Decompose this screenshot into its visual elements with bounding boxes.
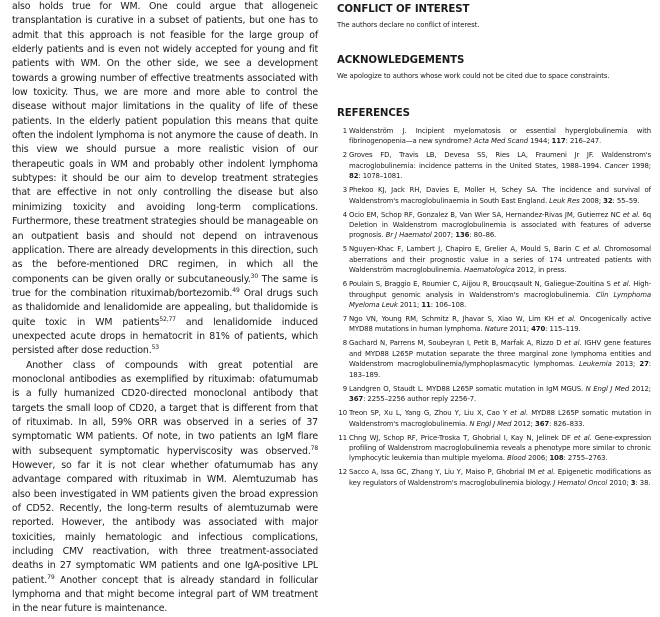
reference-authors: Landgren O, Staudt L. MYD88 L265P somatic mutation in IgM MGUS. <box>349 384 584 393</box>
reference-pages: : 183–189. <box>349 360 652 379</box>
reference-et-al: et al. <box>573 433 592 442</box>
reference-authors: Phekoo KJ, Jack RH, Davies E, Moller H, Schey SA. The incidence and survival of Waldenstrom's macroglobulinaemia in South East England. <box>349 186 651 205</box>
reference-authors: Nguyen-Khac F, Lambert J, Chapiro E, Grelier A, Mould S, Barin C <box>349 245 580 254</box>
reference-year: 2010; <box>609 478 629 487</box>
reference-et-al: et al. <box>557 315 576 324</box>
conflict-of-interest-heading: CONFLICT OF INTEREST <box>337 4 470 15</box>
reference-et-al: et al. <box>622 210 640 219</box>
reference-number: 11 <box>338 433 347 442</box>
reference-item <box>337 314 651 335</box>
reference-item <box>337 467 651 488</box>
reference-item <box>337 244 651 275</box>
reference-title: Epigenetic modifications as key regulators of Waldenstrom's macroglobulinemia biology. <box>349 468 651 487</box>
reference-journal: Haematologica <box>464 266 515 275</box>
citation-superscript[interactable]: 52,77 <box>159 315 176 323</box>
reference-journal: Clin Lymphoma Myeloma Leuk <box>349 290 651 310</box>
reference-volume: 82 <box>349 172 359 181</box>
reference-title: High-throughput genomic analysis in Waldenstrom's macroglobulinemia. <box>349 280 652 299</box>
reference-volume: 11 <box>421 301 431 310</box>
reference-year: 2012, in press. <box>516 266 567 275</box>
reference-journal: N Engl J Med <box>469 419 512 428</box>
reference-year: 1998; <box>631 161 651 170</box>
citation-superscript[interactable]: 30 <box>250 272 258 280</box>
reference-year: 2011; <box>509 325 529 334</box>
reference-et-al: et al. <box>537 468 556 477</box>
reference-item <box>337 433 651 464</box>
reference-item <box>337 150 651 181</box>
reference-item <box>337 210 651 241</box>
reference-pages: : 80–86. <box>469 231 497 240</box>
reference-journal: Br J Haematol <box>385 231 432 240</box>
reference-title: IGHV gene features and MYD88 L265P mutation separate the three marginal zone lymphoma entities and Waldenstrom macroglobulinemia/lymphoplasmacytic lymphomas. <box>349 339 652 369</box>
reference-year: 2006; <box>527 454 548 463</box>
reference-volume: 367 <box>535 419 550 428</box>
reference-volume: 117 <box>551 137 566 146</box>
reference-pages: : 826–833. <box>549 419 585 428</box>
reference-volume: 3 <box>630 478 636 487</box>
citation-superscript[interactable]: 78 <box>310 444 318 452</box>
citation-superscript[interactable]: 53 <box>151 344 159 352</box>
reference-number: 12 <box>338 468 347 477</box>
reference-pages: : 115–119. <box>545 325 581 334</box>
reference-item <box>337 338 651 380</box>
reference-year: 2011; <box>399 301 420 310</box>
acknowledgements-text: We apologize to authors whose work could not be cited due to space constraints. <box>337 72 610 80</box>
conflict-of-interest-text: The authors declare no conflict of interest. <box>337 21 480 29</box>
reference-et-al: et al. <box>582 245 602 254</box>
reference-authors: Ngo VN, Young RM, Schmitz R, Jhavar S, Xiao W, Lim KH <box>349 315 554 324</box>
reference-number: 9 <box>342 384 347 393</box>
reference-pages: : 1078–1081. <box>358 172 403 181</box>
reference-et-al: et al. <box>613 280 631 289</box>
reference-title: Chromosomal aberrations and their prognostic value in a series of 174 untreated patients with Waldenström macroglobulinemia. <box>349 245 651 275</box>
reference-year: 2008; <box>581 196 602 205</box>
reference-year: 1944; <box>530 137 550 146</box>
reference-journal: Leukemia <box>579 360 612 369</box>
reference-volume: 470 <box>531 325 546 334</box>
reference-authors: Gachard N, Parrens M, Soubeyran I, Petit B, Marfak A, Rizzo D <box>349 339 562 348</box>
citation-superscript[interactable]: 49 <box>232 286 240 294</box>
reference-title: Oncogenically active MYD88 mutations in human lymphoma. <box>349 315 652 334</box>
reference-journal: N Engl J Med <box>585 384 630 393</box>
references-heading: REFERENCES <box>337 108 410 119</box>
reference-title: 6q Deletion in Waldenstrom macroglobulinemia is associated with features of adverse prognosis. <box>349 210 651 240</box>
reference-list <box>337 126 651 492</box>
reference-journal: Acta Med Scand <box>473 137 528 146</box>
body-paragraph: Another class of compounds with great potential are monoclonal antibodies as exemplified by rituximab: ofatumumab is a fully humanized CD20-directed monoclonal antibody that targets the small loop of CD20, a target that is different from that of rituximab. In all, 59% ORR was observed in a series of 37 symptomatic WM patients. Of note, in two patients an IgM flare with subsequent symptomatic hyperviscosity was observed.$^{78}$ However, so far it is not clear whether ofatumumab has any advantage compared with rituximab in WM. Alemtuzumab has also been investigated in WM patients given the broad expression of CD52. Recently, the long-term results of alemtuzumab were reported. However, the antibody was associated with major toxicities, mainly hematologic and infectious complications, including CMV reactivation, with three treatment-associated deaths in 27 symptomatic WM patients and one IgA-positive LPL patient.$^{79}$ Another concept that is already standard in follicular lymphoma and that might become integral part of WM treatment in the near future is maintenance. <box>12 359 318 615</box>
reference-year: 2012; <box>631 384 651 393</box>
body-text-column <box>12 0 318 617</box>
reference-authors: Treon SP, Xu L, Yang G, Zhou Y, Liu X, Cao Y <box>349 409 507 418</box>
acknowledgements-heading: ACKNOWLEDGEMENTS <box>337 55 465 66</box>
reference-number: 7 <box>342 315 347 324</box>
reference-number: 3 <box>342 186 347 195</box>
reference-pages: : 106–108. <box>430 301 467 310</box>
reference-volume: 136 <box>455 231 470 240</box>
body-paragraph: also holds true for WM. One could argue that allogeneic transplantation is curative in a subset of patients, but one has to admit that this approach is not feasible for the large group of elderly patients and is even not widely accepted for young and fit patients with WM. On the other side, we see a development towards a growing number of effective treatments associated with low toxicity. Thus, we are more and more able to control the disease without major limitations in the quality of life of these patients. In the elderly patient population this means that quite often the indolent lymphoma is not anymore the cause of death. In this view we should pursue a more realistic vision of our therapeutic goals in WM and probably other indolent lymphoma subtypes: it should be our aim to develop treatment strategies that are effective in not only controlling the disease but also minimizing toxicity and avoiding long-term complications. Furthermore, these treatment strategies should be manageable on an outpatient basis and should not depend on intravenous application. There are already developments in this direction, such as the before-mentioned DRC regimen, in which all the components can be given orally or subcutaneously.$^{30}$ The same is true for the combination rituximab/bortezomib.$^{49}$ Oral drugs such as thalidomide and lenalidomide are appealing, but thalidomide is quite toxic in WM patients$^{52,77}$ and lenalidomide induced unexpected acute drops in hematocrit in 81% of patients, which persisted after dose reduction.$^{53}$ <box>12 1 318 357</box>
reference-item <box>337 126 651 147</box>
reference-number: 8 <box>342 339 347 348</box>
reference-number: 5 <box>342 245 347 254</box>
reference-journal: Nature <box>484 325 508 334</box>
reference-journal: J Hematol Oncol <box>553 478 608 487</box>
reference-year: 2013; <box>615 360 636 369</box>
reference-item <box>337 185 651 206</box>
reference-authors: Ocio EM, Schop RF, Gonzalez B, Van Wier SA, Hernandez-Rivas JM, Gutierrez NC <box>349 210 621 219</box>
reference-journal: Cancer <box>604 161 629 170</box>
reference-authors: Poulain S, Braggio E, Roumier C, Aijjou R, Broucqsault N, Galiegue-Zouitina S <box>349 280 611 289</box>
reference-volume: 32 <box>603 196 613 205</box>
reference-pages: : 55–59. <box>612 196 640 205</box>
reference-volume: 27 <box>639 360 649 369</box>
reference-item <box>337 279 651 310</box>
reference-number: 6 <box>342 280 347 289</box>
reference-authors: Chng WJ, Schop RF, Price-Troska T, Ghobrial I, Kay N, Jelinek DF <box>349 433 571 442</box>
reference-title: Gene-expression profiling of Waldenstrom macroglobulinemia reveals a phenotype more similar to chronic lymphocytic leukemia than multiple myeloma. <box>349 433 652 463</box>
reference-title: MYD88 L265P somatic mutation in Waldenstrom's macroglobulinemia. <box>349 409 652 428</box>
reference-year: 2007; <box>433 231 454 240</box>
reference-item <box>337 408 651 429</box>
reference-number: 4 <box>342 210 347 219</box>
reference-authors: Sacco A, Issa GC, Zhang Y, Liu Y, Maiso P, Ghobrial IM <box>349 468 536 477</box>
reference-authors: Waldenström J. Incipient myelomatosis or essential hyperglobulinemia with fibrinogenopenia—a new syndrome? <box>349 127 651 146</box>
reference-volume: 367 <box>349 395 364 404</box>
reference-item <box>337 384 651 405</box>
reference-pages: : 216–247. <box>565 137 602 146</box>
reference-pages: : 38. <box>635 478 651 487</box>
reference-pages: : 2255–2256 author reply 2256-7. <box>363 395 477 404</box>
citation-superscript[interactable]: 79 <box>47 573 55 581</box>
reference-number: 10 <box>338 409 347 418</box>
reference-journal: Leuk Res <box>549 196 580 205</box>
reference-number: 2 <box>342 151 347 160</box>
reference-journal: Blood <box>506 454 526 463</box>
reference-year: 2012; <box>513 419 533 428</box>
reference-volume: 108 <box>549 454 564 463</box>
reference-et-al: et al. <box>564 339 582 348</box>
reference-pages: : 2755–2763. <box>563 454 608 463</box>
reference-number: 1 <box>342 127 347 135</box>
reference-et-al: et al. <box>510 409 529 418</box>
reference-authors: Groves FD, Travis LB, Devesa SS, Ries LA, Fraumeni Jr JF. Waldenstrom's macroglobulinemia: incidence patterns in the United States, 1988–1994. <box>349 151 651 170</box>
